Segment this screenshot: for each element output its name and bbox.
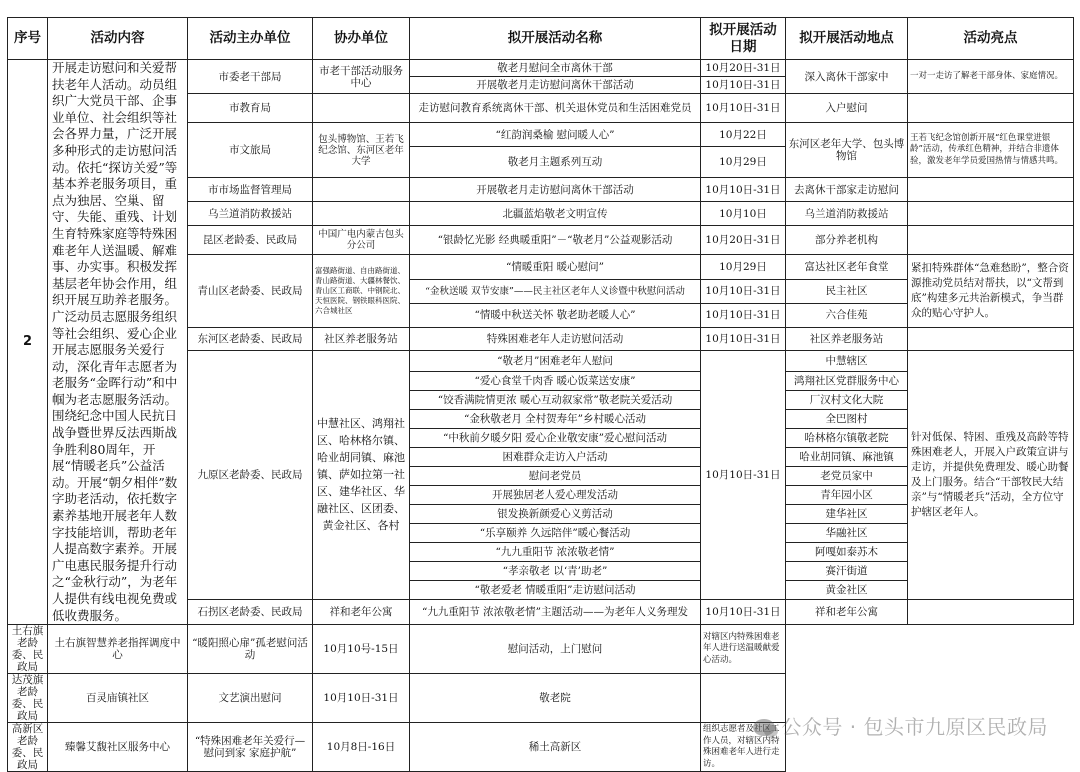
location-cell: 慰问活动，上门慰问 [410, 625, 701, 674]
activity-name-cell: “乐享颐养 久远陪伴”暖心餐活动 [410, 524, 701, 543]
activity-name-cell: “孝亲敬老 以‘青’助老” [410, 562, 701, 581]
date-cell: 10月10日-31日 [701, 303, 786, 327]
date-cell: 10月10日-31日 [313, 674, 410, 723]
highlight-cell [908, 94, 1074, 123]
organizer-cell: 昆区老龄委、民政局 [188, 226, 313, 255]
location-cell: 建华社区 [786, 505, 908, 524]
watermark [753, 711, 1048, 740]
date-cell: 10月10日-31日 [701, 178, 786, 202]
organizer-cell: 市委老干部局 [188, 60, 313, 94]
table-body [8, 60, 1074, 772]
activity-name-cell: “爱心食堂千肉香 暖心饭菜送安康” [410, 372, 701, 391]
date-cell: 10月20日-31日 [701, 226, 786, 255]
activity-content: 开展走访慰问和关爱帮扶老年人活动。动员组织广大党员干部、企事业单位、社会组织等社会各界力量，广泛开展多种形式的走访慰问活动。依托“探访关爱”等基本养老服务项目，重点为独居、空巢、留守、失能、重残、计划生育特殊家庭等特殊困难老年人送温暖、解难事、办实事。积极发挥基层老年协会作用，组织开展互助养老服务。广泛动员志愿服务组织等社会组织、爱心企业开展志愿服务关爱行动，深化青年志愿者为老服务“金晖行动”和中帼为老志愿服务活动。围绕纪念中国人民抗日战争暨世界反法西斯战争胜利80周年，开展“情暖老兵”公益活动。开展“朝夕相伴”数字助老活动，依托数字素养基地开展老年人数字技能培训，帮助老年人提高数字素养。开展广电惠民服务提升行动之“金秋行动”，为老年人提供有线电视免费或低收费服务。 [48, 60, 188, 625]
co-organizer-cell [313, 94, 410, 123]
organizer-cell: 乌兰道消防救援站 [188, 202, 313, 226]
highlight-cell: 针对低保、特困、重残及高龄等特殊困难老人，开展入户政策宣讲与走访，并提供免费理发、暖心助餐及上门服务。结合“干部牧民大结亲”与“情暖老兵”活动，全方位守护辖区老年人。 [908, 350, 1074, 599]
header-highlights: 活动亮点 [908, 18, 1074, 60]
highlight-cell [908, 202, 1074, 226]
highlight-cell: 紧扣特殊群体“急难愁盼”，整合资源推动党员结对帮扶，以“文帮到底”构建多元共治新模式，争当群众的贴心守护人。 [908, 255, 1074, 327]
location-cell: 祥和老年公寓 [786, 600, 908, 625]
activity-name-cell: 走访慰问教育系统离休干部、机关退休党员和生活困难党员 [410, 94, 701, 123]
activity-name-cell: 特殊困难老年人走访慰问活动 [410, 327, 701, 350]
date-cell: 10月29日 [701, 255, 786, 279]
co-organizer-cell: 中慧社区、鸿翔社区、哈林格尔镇、哈业胡同镇、麻池镇、萨如拉第一社区、建华社区、华融社区、区团委、黄金社区、各村 [313, 350, 410, 599]
location-cell: 厂汉村文化大院 [786, 391, 908, 410]
organizer-cell: 达茂旗老龄委、民政局 [8, 674, 48, 723]
highlight-cell [908, 178, 1074, 202]
activity-name-cell: “金秋敬老月 全村贺寿年”乡村暖心活动 [410, 410, 701, 429]
highlight-cell [908, 327, 1074, 350]
activity-name-cell: “特殊困难老年关爱行—慰问到家 家庭护航” [188, 723, 313, 772]
activity-name-cell: “九九重阳节 浓浓敬老情”主题活动——为老年人义务理发 [410, 600, 701, 625]
date-cell: 10月10日-31日 [701, 600, 786, 625]
location-cell: 赛汗街道 [786, 562, 908, 581]
date-cell: 10月10日 [701, 202, 786, 226]
activity-name-cell: “中秋前夕暖夕阳 爱心企业敬安康”爱心慰问活动 [410, 429, 701, 448]
co-organizer-cell: 土右旗智慧养老指挥调度中心 [48, 625, 188, 674]
activity-name-cell: “敬老月”困难老年人慰问 [410, 350, 701, 371]
date-cell: 10月10日-31日 [701, 327, 786, 350]
co-organizer-cell: 富强路街道、自由路街道、青山路街道、大疆林餐饮、青山区工商联、中钢院北、天恒医院、钢铁眼科医院、六合城社区 [313, 255, 410, 327]
activity-name-cell: 慰问老党员 [410, 467, 701, 486]
header-organizer: 活动主办单位 [188, 18, 313, 60]
co-organizer-cell: 臻馨艾馥社区服务中心 [48, 723, 188, 772]
activity-name-cell: “敬老爱老 情暖重阳”走访慰问活动 [410, 581, 701, 600]
seq-number: 2 [8, 60, 48, 625]
organizer-cell: 市市场监督管理局 [188, 178, 313, 202]
table-row [8, 60, 1074, 77]
co-organizer-cell: 百灵庙镇社区 [48, 674, 188, 723]
location-cell: 民主社区 [786, 279, 908, 303]
date-cell: 10月10日-31日 [701, 279, 786, 303]
location-cell: 入户慰问 [786, 94, 908, 123]
co-organizer-cell: 中国广电内蒙古包头分公司 [313, 226, 410, 255]
activity-table [7, 17, 1074, 772]
activity-name-cell: “暖阳照心扉”孤老慰问活动 [188, 625, 313, 674]
highlight-cell: 对辖区内特殊困难老年人进行送温暖献爱心活动。 [701, 625, 786, 674]
location-cell: 社区养老服务站 [786, 327, 908, 350]
activity-name-cell: 敬老月慰问全市离休干部 [410, 60, 701, 77]
activity-name-cell: 困难群众走访入户活动 [410, 448, 701, 467]
location-cell: 鸿翔社区党群服务中心 [786, 372, 908, 391]
location-cell: 敬老院 [410, 674, 701, 723]
activity-name-cell: “红韵润桑榆 慰问暖人心” [410, 123, 701, 147]
co-organizer-cell [313, 178, 410, 202]
date-cell: 10月8日-16日 [313, 723, 410, 772]
co-organizer-cell: 社区养老服务站 [313, 327, 410, 350]
location-cell: 哈业胡同镇、麻池镇 [786, 448, 908, 467]
date-cell: 10月29日 [701, 147, 786, 178]
watermark-text: 公众号 · 包头市九原区民政局 [781, 715, 1048, 739]
date-cell: 10月10日-31日 [701, 350, 786, 599]
organizer-cell: 市教育局 [188, 94, 313, 123]
activity-name-cell: “九九重阳节 浓浓敬老情” [410, 543, 701, 562]
location-cell: 华融社区 [786, 524, 908, 543]
location-cell: 黄金社区 [786, 581, 908, 600]
activity-name-cell: “银龄忆光影 经典暖重阳”－“敬老月”公益观影活动 [410, 226, 701, 255]
organizer-cell: 市文旅局 [188, 123, 313, 178]
date-cell: 10月10日-31日 [701, 94, 786, 123]
header-content: 活动内容 [48, 18, 188, 60]
co-organizer-cell: 祥和老年公寓 [313, 600, 410, 625]
organizer-cell: 九原区老龄委、民政局 [188, 350, 313, 599]
activity-name-cell: “情暖中秋送关怀 敬老助老暖人心” [410, 303, 701, 327]
location-cell: 去离休干部家走访慰问 [786, 178, 908, 202]
location-cell: 哈林格尔镇敬老院 [786, 429, 908, 448]
activity-name-cell: 文艺演出慰问 [188, 674, 313, 723]
activity-name-cell: “金秋送暖 双节安康”——民主社区老年人义诊暨中秋慰问活动 [410, 279, 701, 303]
organizer-cell: 土右旗老龄委、民政局 [8, 625, 48, 674]
table-row [8, 625, 1074, 674]
activity-name-cell: “情暖重阳 暖心慰问” [410, 255, 701, 279]
activity-name-cell: 开展敬老月走访慰问离休干部活动 [410, 77, 701, 94]
location-cell: 中慧辖区 [786, 350, 908, 371]
location-cell: 乌兰道消防救援站 [786, 202, 908, 226]
co-organizer-cell: 包头博物馆、王若飞纪念馆、东河区老年大学 [313, 123, 410, 178]
header-location: 拟开展活动地点 [786, 18, 908, 60]
organizer-cell: 东河区老龄委、民政局 [188, 327, 313, 350]
date-cell: 10月22日 [701, 123, 786, 147]
activity-name-cell: 开展敬老月走访慰问离休干部活动 [410, 178, 701, 202]
co-organizer-cell: 市老干部活动服务中心 [313, 60, 410, 94]
location-cell: 东河区老年大学、包头博物馆 [786, 123, 908, 178]
header-co-organizer: 协办单位 [313, 18, 410, 60]
location-cell: 阿嘎如泰苏木 [786, 543, 908, 562]
header-row [8, 18, 1074, 60]
highlight-cell [908, 600, 1074, 625]
header-activity-name: 拟开展活动名称 [410, 18, 701, 60]
date-cell: 10月10日-31日 [701, 77, 786, 94]
location-cell: 六合佳苑 [786, 303, 908, 327]
header-date: 拟开展活动日期 [701, 18, 786, 60]
activity-name-cell: 敬老月主题系列互动 [410, 147, 701, 178]
location-cell: 深入离休干部家中 [786, 60, 908, 94]
wechat-icon [753, 719, 775, 736]
location-cell: 青年园小区 [786, 486, 908, 505]
location-cell: 稀土高新区 [410, 723, 701, 772]
organizer-cell: 石拐区老龄委、民政局 [188, 600, 313, 625]
organizer-cell: 高新区老龄委、民政局 [8, 723, 48, 772]
highlight-cell [908, 226, 1074, 255]
organizer-cell: 青山区老龄委、民政局 [188, 255, 313, 327]
activity-name-cell: 开展独居老人爱心理发活动 [410, 486, 701, 505]
date-cell: 10月20日-31日 [701, 60, 786, 77]
location-cell: 富达社区老年食堂 [786, 255, 908, 279]
highlight-cell: 组织志愿者及社区工作人员，对辖区内特殊困难老年人进行走访。 [701, 723, 786, 772]
location-cell: 部分养老机构 [786, 226, 908, 255]
highlight-cell: 王若飞纪念馆创新开展“红色课堂进银龄”活动，传承红色精神，并结合非遗体验，激发老年学员爱国热情与情感共鸣。 [908, 123, 1074, 178]
header-seq: 序号 [8, 18, 48, 60]
co-organizer-cell [313, 202, 410, 226]
activity-name-cell: 北疆蓝焰敬老文明宣传 [410, 202, 701, 226]
highlight-cell: 一对一走访了解老干部身体、家庭情况。 [908, 60, 1074, 94]
location-cell: 全巴图村 [786, 410, 908, 429]
activity-name-cell: “饺香满院情更浓 暖心互动叙家常”敬老院关爱活动 [410, 391, 701, 410]
activity-name-cell: 银发换新颜爱心义剪活动 [410, 505, 701, 524]
location-cell: 老党员家中 [786, 467, 908, 486]
date-cell: 10月10号-15日 [313, 625, 410, 674]
